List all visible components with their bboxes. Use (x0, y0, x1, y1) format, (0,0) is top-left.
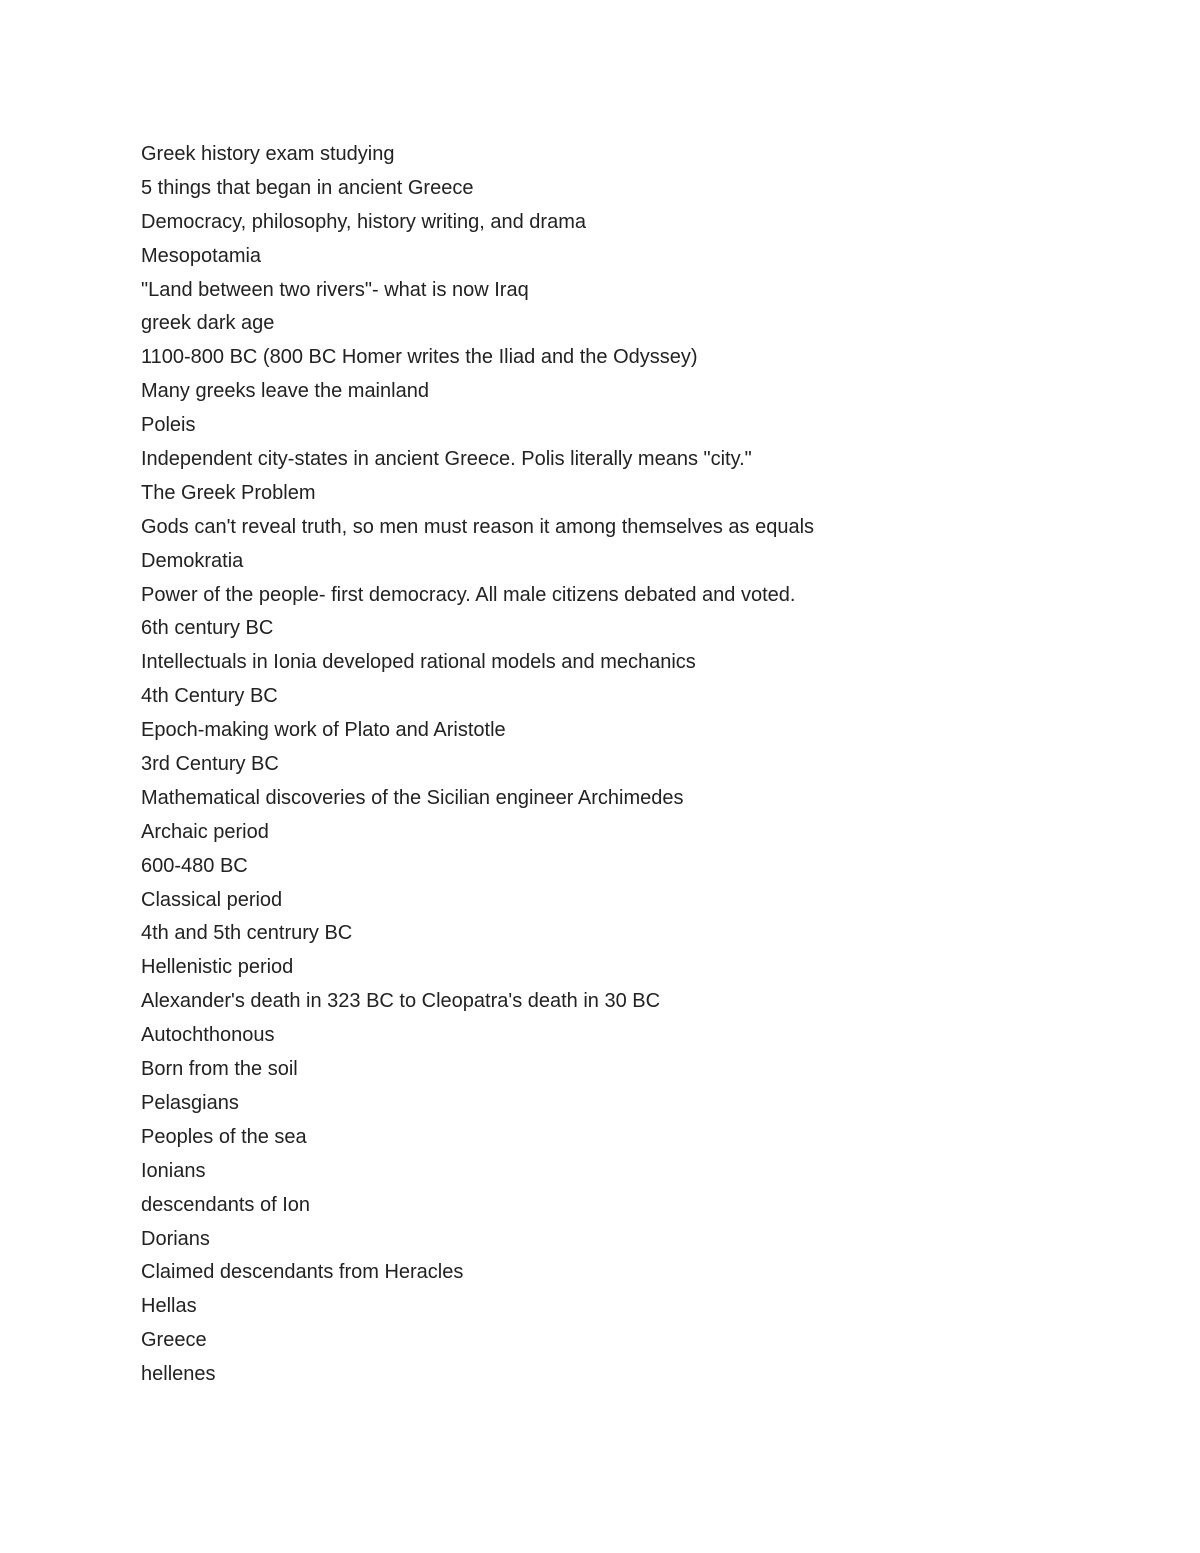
doc-line: Hellas (141, 1295, 197, 1318)
doc-line: Intellectuals in Ionia developed rational models and mechanics (141, 651, 696, 674)
doc-line: Autochthonous (141, 1024, 275, 1047)
doc-line: 6th century BC (141, 617, 274, 640)
doc-title: Greek history exam studying (141, 143, 395, 165)
doc-line: Power of the people- first democracy. All male citizens debated and voted. (141, 583, 796, 606)
doc-line: Claimed descendants from Heracles (141, 1261, 464, 1284)
doc-line: Archaic period (141, 820, 269, 843)
doc-line: 1100-800 BC (800 BC Homer writes the Iliad and the Odyssey) (141, 346, 698, 369)
doc-line: 3rd Century BC (141, 753, 279, 776)
doc-line: Many greeks leave the mainland (141, 380, 429, 403)
doc-line: Democracy, philosophy, history writing, and drama (141, 210, 586, 233)
doc-line: Classical period (141, 888, 283, 911)
doc-line: Demokratia (141, 549, 244, 572)
doc-line: Born from the soil (141, 1058, 298, 1081)
doc-line: Pelasgians (141, 1091, 239, 1114)
doc-line: Dorians (141, 1227, 210, 1250)
doc-line: Hellenistic period (141, 956, 294, 979)
doc-line: Mesopotamia (141, 244, 262, 267)
doc-line: The Greek Problem (141, 481, 316, 504)
doc-line: greek dark age (141, 312, 275, 335)
doc-line: Mathematical discoveries of the Sicilian engineer Archimedes (141, 786, 684, 809)
doc-line: Epoch-making work of Plato and Aristotle (141, 719, 506, 742)
doc-line: hellenes (141, 1363, 216, 1386)
document-body (141, 139, 1101, 1393)
doc-line: 4th and 5th centrury BC (141, 922, 353, 945)
doc-line: Peoples of the sea (141, 1125, 307, 1148)
doc-line: 5 things that began in ancient Greece (141, 176, 474, 199)
doc-line: 600-480 BC (141, 854, 248, 877)
doc-line: descendants of Ion (141, 1193, 311, 1216)
doc-line: Alexander's death in 323 BC to Cleopatra's death in 30 BC (141, 990, 661, 1013)
doc-line: Greece (141, 1329, 207, 1352)
doc-line: Independent city-states in ancient Greece. Polis literally means "city." (141, 448, 752, 471)
doc-line: Poleis (141, 414, 196, 437)
doc-line: 4th Century BC (141, 685, 278, 708)
doc-line: Ionians (141, 1159, 206, 1182)
doc-line: Gods can't reveal truth, so men must reason it among themselves as equals (141, 515, 815, 538)
doc-line: "Land between two rivers"- what is now Iraq (141, 278, 529, 301)
